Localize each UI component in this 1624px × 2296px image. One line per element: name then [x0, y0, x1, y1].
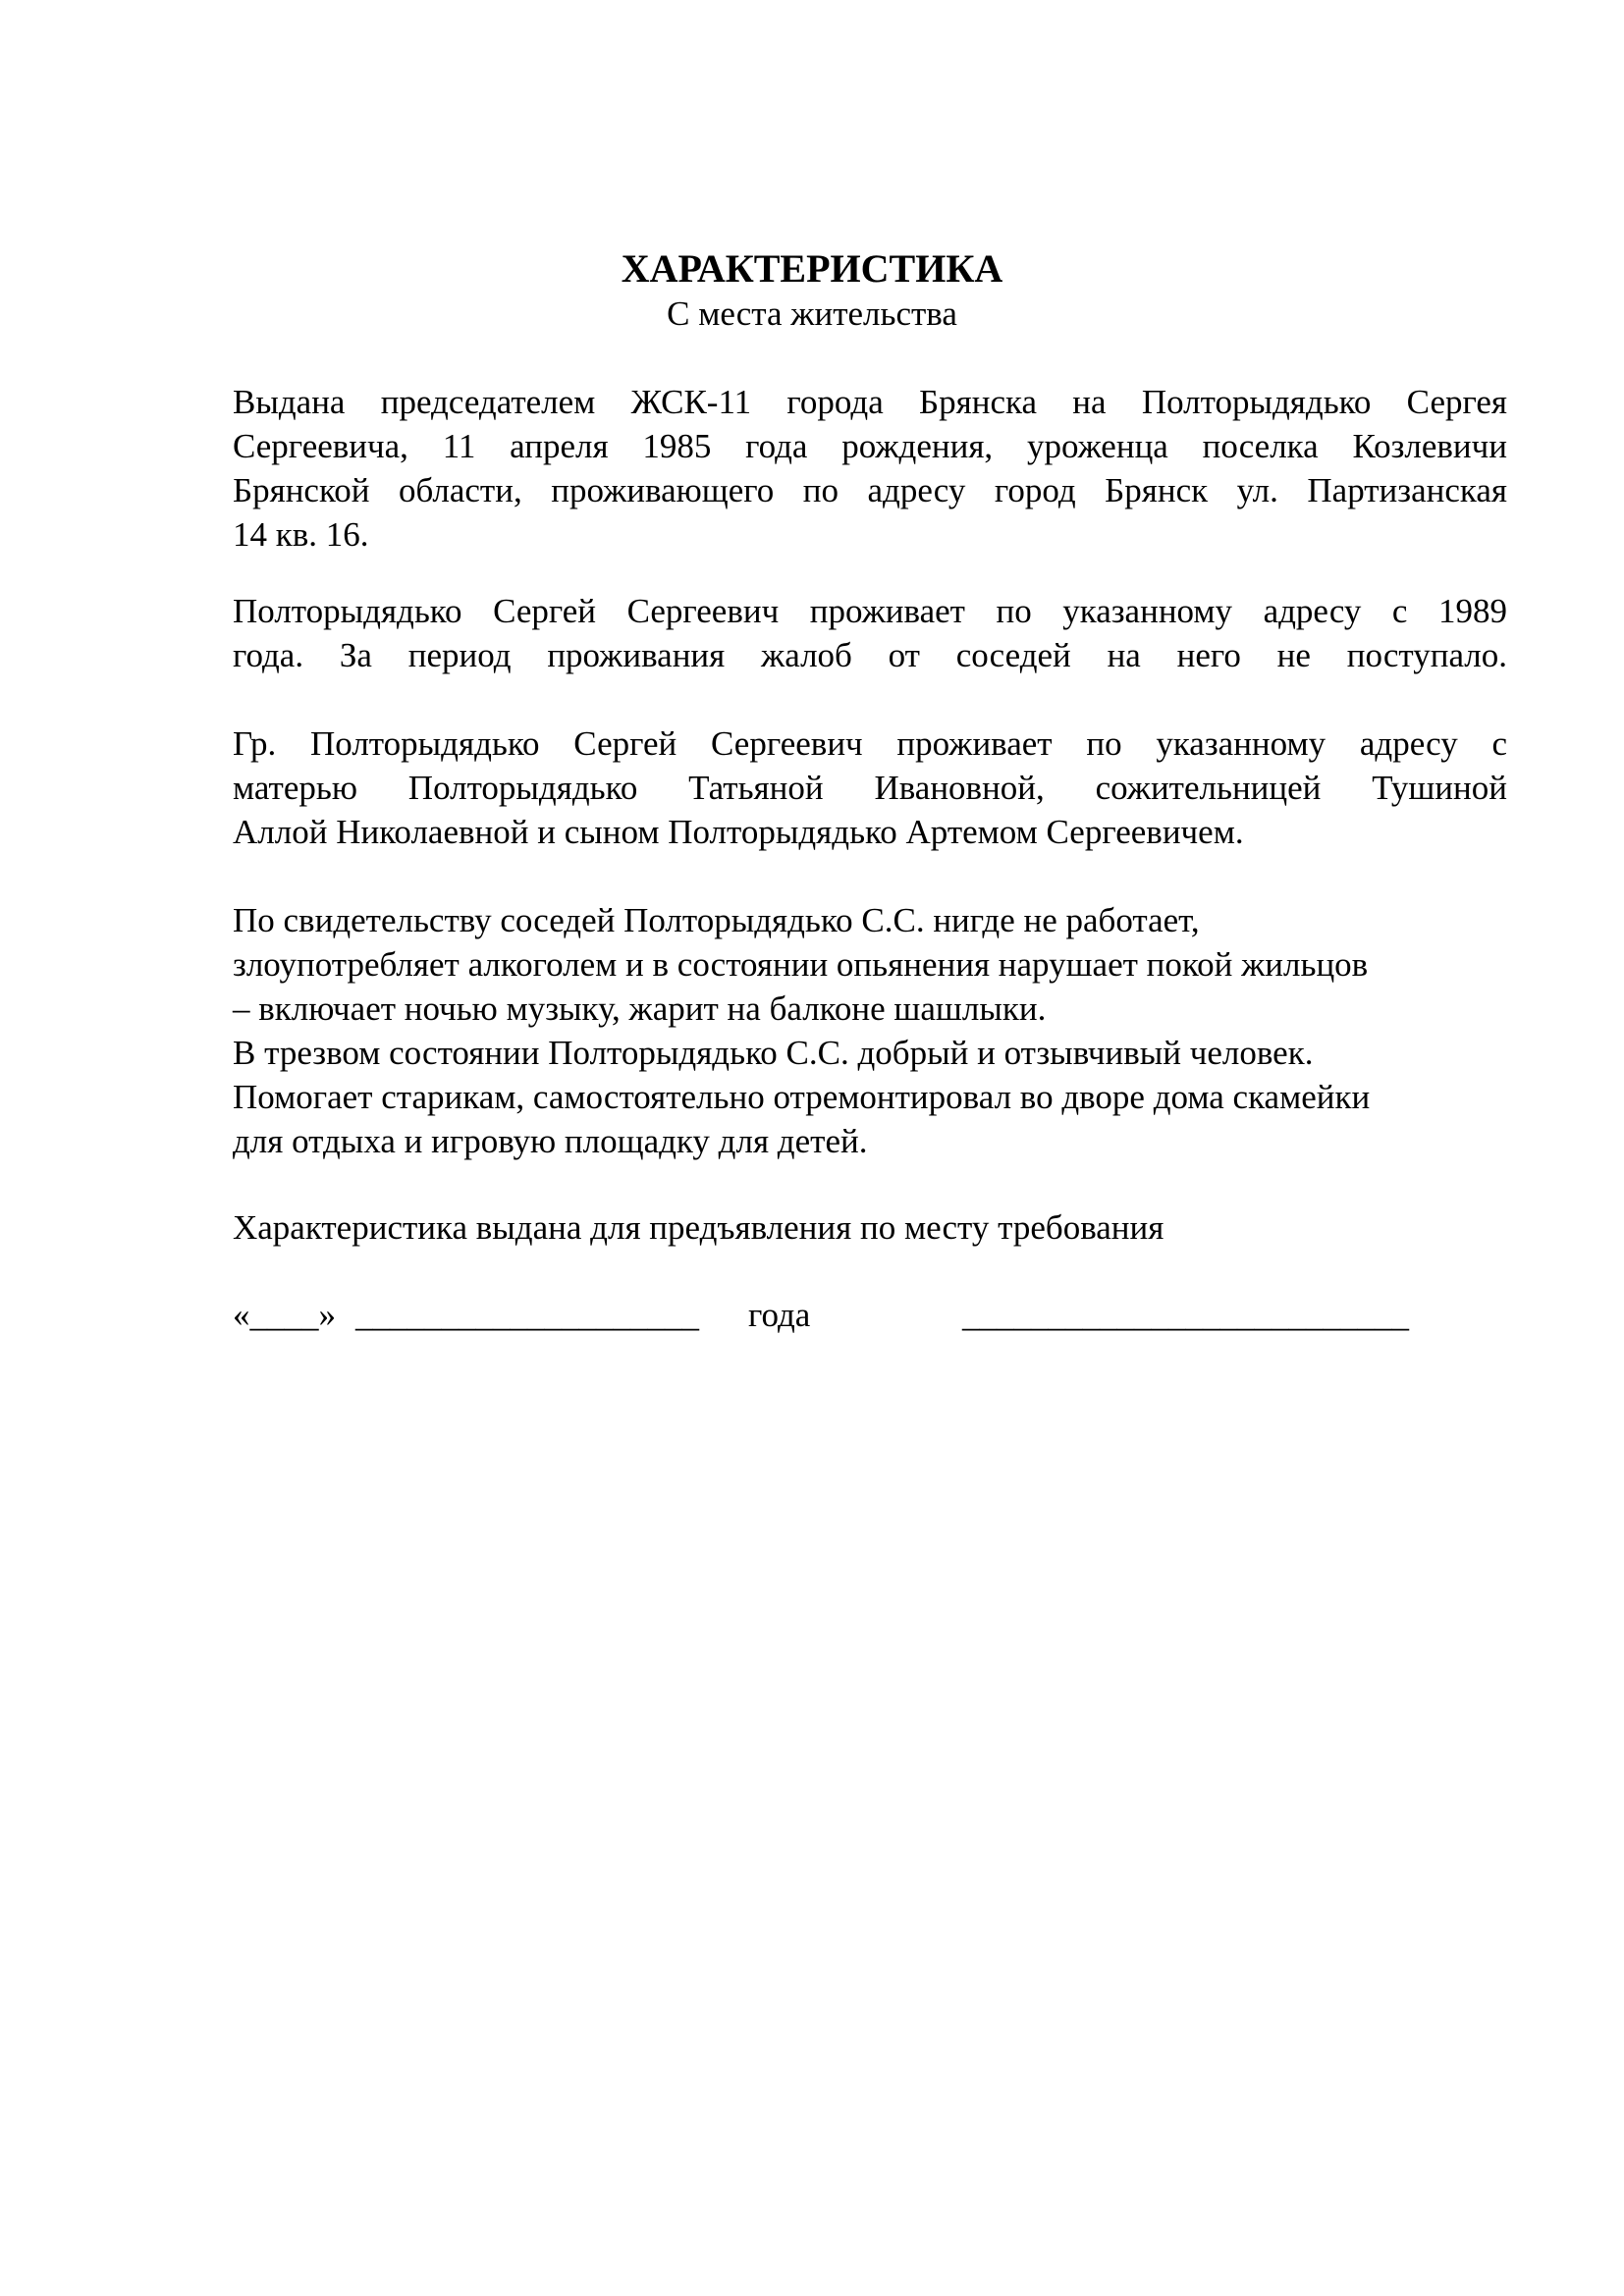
text-line: Брянской области, проживающего по адресу город Брянск ул. Партизанская [233, 471, 1507, 509]
text-line: Полторыдядько Сергей Сергеевич проживает по указанному адресу с 1989 [233, 592, 1507, 630]
signature-blank: __________________________ [962, 1296, 1409, 1334]
text-line: Помогает старикам, самостоятельно отремонтировал во дворе дома скамейки [233, 1078, 1371, 1116]
text-line: Сергеевича, 11 апреля 1985 года рождения, уроженца поселка Козлевичи [233, 427, 1507, 465]
text-line: В трезвом состоянии Полторыдядько С.С. добрый и отзывчивый человек. [233, 1034, 1314, 1072]
text-line: для отдыха и игровую площадку для детей. [233, 1122, 868, 1160]
text-line: По свидетельству соседей Полторыдядько С.С. нигде не работает, [233, 901, 1200, 939]
paragraph-neighbors [233, 898, 1507, 1163]
day-blank: «____» [233, 1296, 336, 1334]
text-line: злоупотребляет алкоголем и в состоянии опьянения нарушает покой жильцов [233, 945, 1369, 984]
document-title: ХАРАКТЕРИСТИКА [621, 246, 1003, 291]
signature-row [233, 1293, 1507, 1342]
month-blank: ____________________ [355, 1296, 699, 1334]
paragraph-residence [233, 589, 1507, 677]
closing-line: Характеристика выдана для предъявления по месту требования [233, 1208, 1164, 1247]
paragraph-family [233, 721, 1507, 854]
document-subtitle: С места жительства [667, 294, 957, 333]
text-line: 14 кв. 16. [233, 515, 369, 554]
paragraph-closing [233, 1205, 1507, 1250]
paragraph-issuer [233, 380, 1507, 557]
year-word: года [748, 1296, 811, 1334]
text-line: Выдана председателем ЖСК-11 города Брянска на Полторыдядько Сергея [233, 383, 1507, 421]
text-line: матерью Полторыдядько Татьяной Ивановной, сожительницей Тушиной [233, 769, 1507, 807]
text-line: – включает ночью музыку, жарит на балконе шашлыки. [233, 989, 1047, 1028]
text-line: Гр. Полторыдядько Сергей Сергеевич проживает по указанному адресу с [233, 724, 1507, 763]
text-line: года. За период проживания жалоб от соседей на него не поступало. [233, 636, 1507, 674]
text-line: Аллой Николаевной и сыном Полторыдядько Артемом Сергеевичем. [233, 813, 1244, 851]
